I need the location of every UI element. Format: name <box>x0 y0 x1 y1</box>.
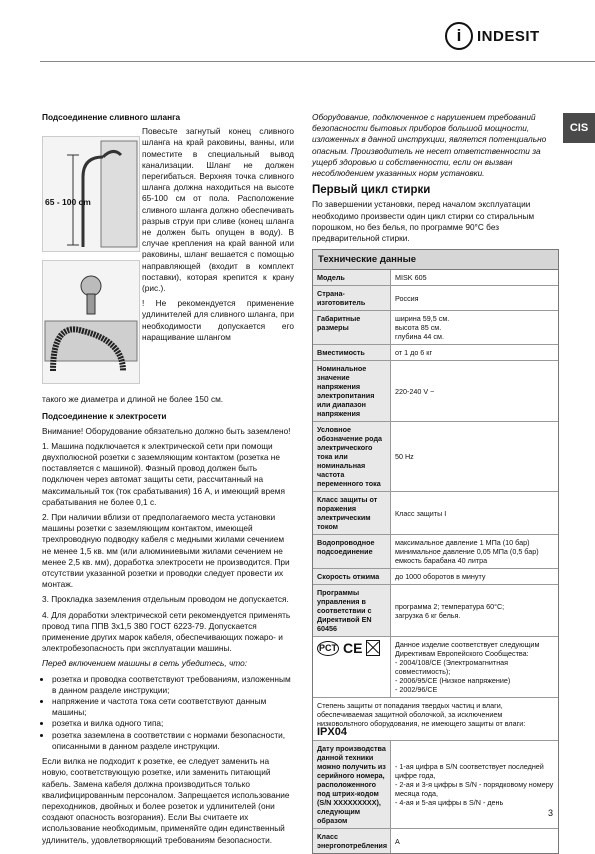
checklist-item: • розетка заземлена в соответствии с нормами безопасности, описанными в данном разделе инструкции. <box>52 730 294 752</box>
certification-marks <box>313 637 391 697</box>
checklist-item: • розетка и проводка соответствуют требованиям, изложенным в данном разделе инструкции; <box>52 674 294 696</box>
page-number: 3 <box>547 808 553 818</box>
spec-row-energy-class <box>313 829 558 853</box>
spec-key: Габаритные размеры <box>313 311 391 344</box>
electric-step-3: 3. Прокладка заземления отдельным проводом не допускается. <box>42 594 289 605</box>
checklist-intro: Перед включением машины в сеть убедитесь, что: <box>42 658 248 669</box>
spec-value: до 1000 оборотов в минуту <box>395 572 486 581</box>
checklist <box>42 674 294 752</box>
spec-row-country <box>313 286 558 311</box>
electric-step-2: 2. При наличии вблизи от предполагаемого места установки машины розетки с заземляющим контактом, имеющей трехпроводную подводку кабеля с медными жилами сечением не менее 1,5 кв. мм (или алюминиевыми жилами сечением не менее 2,5 кв. мм), доработка электросети не производится. При отсутствии указанной розетки и проводки следует провести их монтаж. <box>42 512 290 590</box>
spec-value: 50 Hz <box>395 452 414 461</box>
spec-value: загрузка 6 кг белья. <box>395 610 461 620</box>
spec-key: Страна-изготовитель <box>313 286 391 310</box>
pct-mark-icon: PCT <box>317 641 339 656</box>
electric-step-4: 4. Для доработки электрической сети рекомендуется применять провод типа ППВ 3х1,5 380 ГОСТ 6223-79. Допускается применение других марок кабеля, обеспечивающих пожаро- и электробезопасность при эксплуатации машины. <box>42 609 291 654</box>
weee-bin-icon <box>366 640 380 656</box>
spec-row-water <box>313 535 558 569</box>
spec-key: Водопроводное подсоединение <box>313 535 391 568</box>
drain-paragraph: Повесьте загнутый конец сливного шланга на край раковины, ванны, или поместите в специальный вывод канализации. Шланг не должен перегибаться. Верхняя точка сливного шланга должна находиться на высоте 65-100 см от пола. Расположение сливного шланга должно обеспечивать разрыв струи при сливе (конец шланга не должен быть опущен в воду). В случае крепления на край ванной или раковины, шланг вешается с помощью направляющей (входит в комплект поставки), которая крепится к крану (рис.). <box>142 126 294 294</box>
cert-line: - 2006/95/CE (Низкое напряжение) <box>395 676 511 685</box>
hose-guide-figure <box>42 260 140 384</box>
ip-rating-text: Степень защиты от попадания твердых частиц и влаги, обеспечиваемая защитной оболочкой, за исключением низковольтного оборудования, не имеющего защиты от влаги: <box>317 701 526 728</box>
brand-logo <box>445 22 540 50</box>
spec-value: MISK 605 <box>395 273 427 282</box>
spec-value: ширина 59,5 см. <box>395 314 450 323</box>
drain-section <box>42 126 294 394</box>
spec-value: A <box>395 836 400 846</box>
spec-row-model <box>313 270 558 286</box>
spec-value: Россия <box>395 293 419 303</box>
ip-code: IPX04 <box>317 726 347 738</box>
drain-heading: Подсоединение сливного шланга <box>42 112 181 122</box>
technical-data-title: Технические данные <box>313 250 558 270</box>
hose-guide-illustration <box>43 261 139 383</box>
drain-instructions <box>142 126 294 347</box>
spec-row-programs <box>313 585 558 637</box>
ip-rating <box>313 698 558 741</box>
header-rule <box>40 61 595 62</box>
spec-key: Программы управления в соответствии с Директивой EN 60456 <box>313 585 391 636</box>
spec-value: емкость барабана 40 литра <box>395 556 488 565</box>
spec-row-capacity <box>313 345 558 361</box>
spec-value: 220-240 V ~ <box>395 386 435 396</box>
spec-key: Вместимость <box>313 345 391 360</box>
spec-row-protection-class <box>313 492 558 535</box>
drain-height-figure <box>42 136 140 252</box>
technical-data-table <box>312 249 559 854</box>
safety-warning: Оборудование, подключенное с нарушением требований безопасности бытовых приборов большой мощности, изложенных в данной инструкции, является потенциально опасным. Производитель не несет ответственности за ущерб здоровью и собственности, если он вызван несоблюдением указанных норм установки. <box>312 112 547 179</box>
spec-value: минимальное давление 0,05 МПа (0,5 бар) <box>395 547 539 556</box>
spec-value: максимальное давление 1 МПа (10 бар) <box>395 538 530 547</box>
spec-value: Класс защиты I <box>395 508 447 518</box>
spec-row-production-date <box>313 741 558 829</box>
first-cycle-text: По завершении установки, перед началом эксплуатации необходимо произвести один цикл стирки со стиральным порошком, но без белья, по программе 90°С без предварительной стирки. <box>312 199 535 244</box>
spec-value: программа 2; температура 60°С; <box>395 601 505 611</box>
drain-height-illustration <box>43 137 139 251</box>
left-column <box>42 112 294 850</box>
spec-key: Дату производства данной техники можно получить из серийного номера, расположенного под штрих-кодом (S/N XXXXXXXXX), следующим образом <box>313 741 391 828</box>
drain-warning: ! Не рекомендуется применение удлинителей для сливного шланга, при необходимости допускается его наращивание шлангом <box>142 298 294 342</box>
drain-warning-continued: такого же диаметра и длиной не более 150 см. <box>42 394 224 405</box>
spec-key: Класс энергопотребления <box>313 829 391 853</box>
language-tab: CIS <box>563 113 595 143</box>
height-dimension-label: 65 - 100 cm <box>45 197 91 208</box>
right-column <box>312 112 557 248</box>
electric-final-paragraph: Если вилка не подходит к розетке, ее следует заменить на новую, соответствующую розетке, или заменить питающий кабель. Замена кабеля должна производиться только квалифицированным персоналом. Запрещается использование переходников, двойных и более розеток и удлинителей (они создают опасность возгорания). Если Вы считаете их использование необходимым, применяйте один единственный удлинитель, удовлетворяющий требованиям безопасности. <box>42 756 290 845</box>
cert-line: Данное изделие соответствует следующим Директивам Европейского Сообщества: <box>395 640 540 658</box>
first-cycle-heading: Первый цикл стирки <box>312 184 431 197</box>
spec-key: Модель <box>313 270 391 285</box>
spec-key: Условное обозначение рода электрического тока или номинальная частота переменного тока <box>313 422 391 491</box>
spec-value: - 2-ая и 3-я цифры в S/N - порядковому номеру месяца года, <box>395 780 554 798</box>
spec-row-certification <box>313 637 558 698</box>
ce-mark-icon: CE <box>343 639 363 656</box>
spec-row-dimensions <box>313 311 558 345</box>
cert-line: - 2002/96/CE <box>395 685 438 694</box>
spec-value: от 1 до 6 кг <box>395 348 433 357</box>
spec-key: Номинальное значение напряжения электропитания или диапазон напряжения <box>313 361 391 421</box>
cert-line: - 2004/108/CE (Электромагнитная совместимость); <box>395 658 509 676</box>
grounding-warning: Внимание! Оборудование обязательно должно быть заземлено! <box>42 425 291 436</box>
spec-row-spin <box>313 569 558 585</box>
spec-value: глубина 44 см. <box>395 332 444 341</box>
spec-row-frequency <box>313 422 558 492</box>
spec-value: высота 85 см. <box>395 323 442 332</box>
brand-name: INDESIT <box>477 27 540 45</box>
spec-value: - 1-ая цифра в S/N соответствует последней цифре года, <box>395 762 544 780</box>
spec-key: Класс защиты от поражения электрическим током <box>313 492 391 534</box>
checklist-item: • напряжение и частота тока сети соответствуют данным машины; <box>52 696 294 718</box>
spec-row-voltage <box>313 361 558 422</box>
checklist-item: • розетка и вилка одного типа; <box>52 718 294 729</box>
electric-heading: Подсоединение к электросети <box>42 411 167 422</box>
spec-value: - 4-ая и 5-ая цифры в S/N - день <box>395 798 504 807</box>
logo-icon: i <box>445 22 473 50</box>
spec-key: Скорость отжима <box>313 569 391 584</box>
electric-step-1: 1. Машина подключается к электрической сети при помощи двухполюсной розетки с заземляющим контактом (розетка не поставляется с машиной). Фазный провод должен быть подключен через автомат защиты сети, рассчитанный на максимальный ток (ток срабатывания) 16 А, и имеющий время срабатывания не более 0,1 с. <box>42 440 285 507</box>
